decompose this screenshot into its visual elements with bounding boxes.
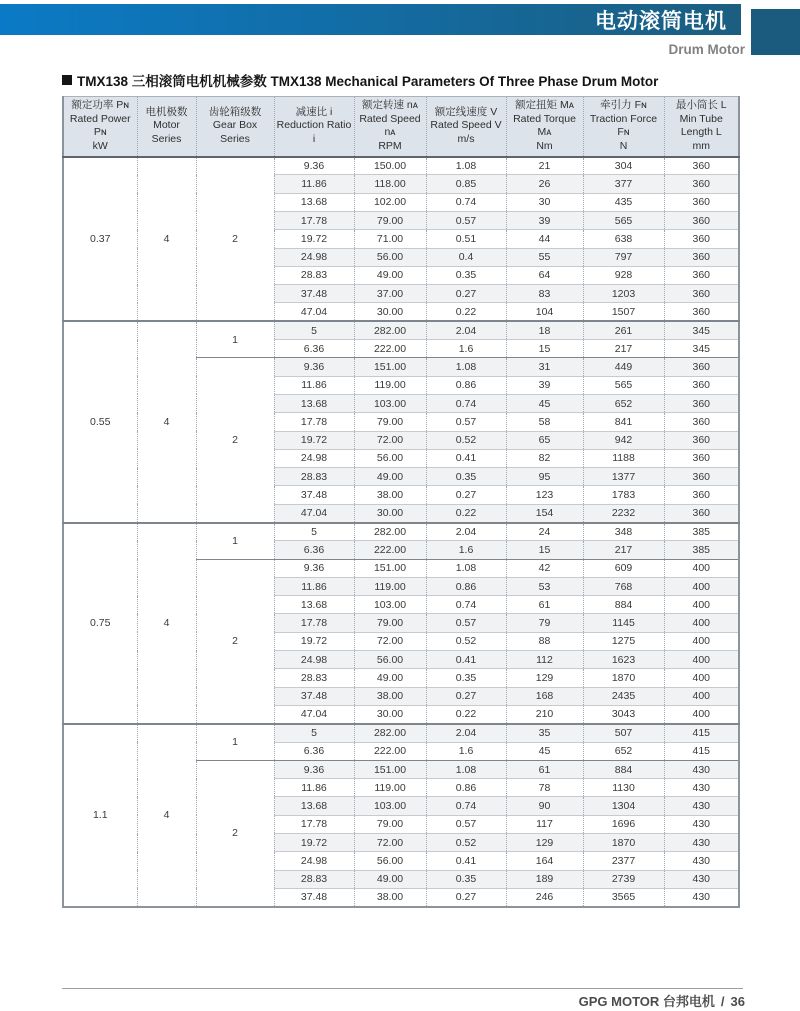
column-header-rated-torque: 额定扭矩 Mᴀ Rated Torque Mᴀ Nm [506,97,583,157]
cell-traction-force: 348 [583,523,664,541]
cell-motor-series: 4 [137,321,196,522]
cell-rated-power: 0.37 [63,157,137,322]
cell-traction-force: 884 [583,596,664,614]
cell-min-tube-length: 430 [664,760,739,778]
cell-line-speed: 0.35 [426,468,506,486]
cell-rated-torque: 31 [506,358,583,376]
cell-traction-force: 1870 [583,669,664,687]
cell-reduction-ratio: 11.86 [274,577,354,595]
column-header-reduction-ratio: 减速比 i Reduction Ratio i [274,97,354,157]
column-header-line-speed: 额定线速度 V Rated Speed V m/s [426,97,506,157]
cell-rated-torque: 26 [506,175,583,193]
cell-min-tube-length: 400 [664,559,739,577]
footer-divider [62,988,743,989]
cell-traction-force: 3565 [583,888,664,906]
cell-line-speed: 1.6 [426,340,506,358]
cell-line-speed: 0.52 [426,834,506,852]
cell-reduction-ratio: 19.72 [274,834,354,852]
cell-rated-speed: 150.00 [354,157,426,175]
cell-rated-speed: 49.00 [354,266,426,284]
cell-rated-torque: 95 [506,468,583,486]
cell-rated-torque: 154 [506,504,583,522]
cell-reduction-ratio: 9.36 [274,559,354,577]
header-bar [0,4,741,35]
cell-traction-force: 304 [583,157,664,175]
cell-min-tube-length: 345 [664,340,739,358]
cell-rated-torque: 58 [506,413,583,431]
cell-gearbox-series: 2 [196,559,274,724]
cell-rated-speed: 103.00 [354,596,426,614]
cell-min-tube-length: 400 [664,577,739,595]
column-header-min-tube-length: 最小筒长 L Min Tube Length L mm [664,97,739,157]
cell-gearbox-series: 1 [196,321,274,358]
cell-rated-speed: 72.00 [354,632,426,650]
cell-min-tube-length: 400 [664,632,739,650]
cell-min-tube-length: 360 [664,211,739,229]
cell-rated-torque: 39 [506,211,583,229]
cell-rated-speed: 79.00 [354,211,426,229]
cell-rated-torque: 117 [506,815,583,833]
cell-reduction-ratio: 11.86 [274,779,354,797]
cell-reduction-ratio: 47.04 [274,705,354,723]
cell-reduction-ratio: 37.48 [274,888,354,906]
cell-min-tube-length: 360 [664,468,739,486]
cell-min-tube-length: 400 [664,669,739,687]
cell-gearbox-series: 1 [196,523,274,560]
cell-motor-series: 4 [137,157,196,322]
cell-traction-force: 1130 [583,779,664,797]
cell-line-speed: 0.52 [426,431,506,449]
cell-rated-speed: 118.00 [354,175,426,193]
cell-line-speed: 0.22 [426,705,506,723]
cell-gearbox-series: 2 [196,358,274,523]
cell-traction-force: 1783 [583,486,664,504]
cell-min-tube-length: 430 [664,852,739,870]
cell-rated-speed: 119.00 [354,376,426,394]
cell-rated-torque: 35 [506,724,583,742]
cell-min-tube-length: 345 [664,321,739,339]
cell-reduction-ratio: 5 [274,523,354,541]
cell-rated-torque: 189 [506,870,583,888]
cell-traction-force: 3043 [583,705,664,723]
cell-traction-force: 638 [583,230,664,248]
cell-rated-speed: 282.00 [354,724,426,742]
cell-rated-torque: 246 [506,888,583,906]
cell-traction-force: 1203 [583,285,664,303]
cell-gearbox-series: 2 [196,157,274,322]
cell-line-speed: 2.04 [426,523,506,541]
cell-rated-speed: 56.00 [354,449,426,467]
cell-rated-torque: 30 [506,193,583,211]
cell-rated-torque: 53 [506,577,583,595]
cell-rated-speed: 49.00 [354,468,426,486]
cell-reduction-ratio: 13.68 [274,193,354,211]
cell-traction-force: 2232 [583,504,664,522]
table-title [62,70,658,90]
cell-gearbox-series: 1 [196,724,274,761]
table-title-text: TMX138 三相滚筒电机机械参数 TMX138 Mechanical Parameters Of Three Phase Drum Motor [77,74,659,89]
cell-reduction-ratio: 28.83 [274,468,354,486]
cell-reduction-ratio: 24.98 [274,852,354,870]
cell-rated-torque: 42 [506,559,583,577]
cell-rated-power: 0.55 [63,321,137,522]
cell-rated-torque: 123 [506,486,583,504]
cell-traction-force: 884 [583,760,664,778]
cell-line-speed: 2.04 [426,724,506,742]
cell-rated-speed: 103.00 [354,797,426,815]
cell-rated-torque: 39 [506,376,583,394]
cell-rated-speed: 49.00 [354,870,426,888]
cell-min-tube-length: 430 [664,870,739,888]
cell-min-tube-length: 360 [664,248,739,266]
cell-rated-torque: 168 [506,687,583,705]
cell-traction-force: 609 [583,559,664,577]
cell-min-tube-length: 385 [664,541,739,559]
cell-rated-speed: 79.00 [354,815,426,833]
cell-min-tube-length: 360 [664,431,739,449]
cell-rated-torque: 88 [506,632,583,650]
cell-line-speed: 2.04 [426,321,506,339]
cell-rated-speed: 119.00 [354,779,426,797]
cell-reduction-ratio: 11.86 [274,175,354,193]
cell-rated-speed: 49.00 [354,669,426,687]
cell-reduction-ratio: 19.72 [274,632,354,650]
cell-traction-force: 261 [583,321,664,339]
cell-traction-force: 217 [583,541,664,559]
cell-line-speed: 0.74 [426,193,506,211]
cell-rated-speed: 56.00 [354,651,426,669]
cell-min-tube-length: 385 [664,523,739,541]
cell-traction-force: 768 [583,577,664,595]
table-row [63,321,739,339]
page-title-zh: 电动滚筒电机 [595,9,727,33]
cell-traction-force: 1304 [583,797,664,815]
cell-line-speed: 0.41 [426,449,506,467]
cell-rated-speed: 222.00 [354,742,426,760]
cell-line-speed: 0.41 [426,651,506,669]
cell-traction-force: 2377 [583,852,664,870]
cell-rated-torque: 18 [506,321,583,339]
cell-reduction-ratio: 9.36 [274,760,354,778]
cell-line-speed: 0.22 [426,303,506,321]
cell-min-tube-length: 430 [664,797,739,815]
cell-reduction-ratio: 28.83 [274,266,354,284]
header-accent-block [751,9,800,55]
cell-reduction-ratio: 9.36 [274,157,354,175]
cell-min-tube-length: 415 [664,724,739,742]
cell-traction-force: 2435 [583,687,664,705]
cell-rated-speed: 38.00 [354,486,426,504]
cell-reduction-ratio: 13.68 [274,596,354,614]
cell-traction-force: 928 [583,266,664,284]
cell-line-speed: 0.27 [426,285,506,303]
cell-min-tube-length: 400 [664,687,739,705]
parameters-table [62,96,740,908]
cell-reduction-ratio: 37.48 [274,687,354,705]
column-header-motor-series: 电机极数 Motor Series [137,97,196,157]
cell-rated-speed: 38.00 [354,888,426,906]
square-bullet-icon [62,75,72,85]
cell-rated-speed: 72.00 [354,431,426,449]
cell-rated-torque: 15 [506,340,583,358]
cell-reduction-ratio: 37.48 [274,486,354,504]
cell-rated-speed: 79.00 [354,413,426,431]
cell-reduction-ratio: 24.98 [274,449,354,467]
cell-min-tube-length: 360 [664,285,739,303]
cell-min-tube-length: 360 [664,193,739,211]
cell-rated-speed: 56.00 [354,248,426,266]
cell-min-tube-length: 360 [664,303,739,321]
footer-separator: / [720,994,725,1009]
cell-motor-series: 4 [137,523,196,724]
cell-line-speed: 0.35 [426,266,506,284]
cell-reduction-ratio: 28.83 [274,669,354,687]
page-subtitle-en: Drum Motor [668,42,745,57]
cell-traction-force: 217 [583,340,664,358]
cell-reduction-ratio: 17.78 [274,815,354,833]
cell-min-tube-length: 360 [664,157,739,175]
cell-rated-speed: 151.00 [354,760,426,778]
cell-traction-force: 1696 [583,815,664,833]
cell-rated-torque: 24 [506,523,583,541]
cell-rated-torque: 129 [506,669,583,687]
cell-reduction-ratio: 5 [274,724,354,742]
cell-min-tube-length: 360 [664,230,739,248]
table-body [63,157,739,907]
cell-rated-speed: 119.00 [354,577,426,595]
cell-rated-speed: 56.00 [354,852,426,870]
cell-line-speed: 0.22 [426,504,506,522]
cell-traction-force: 435 [583,193,664,211]
cell-rated-torque: 21 [506,157,583,175]
cell-traction-force: 377 [583,175,664,193]
cell-rated-torque: 164 [506,852,583,870]
cell-line-speed: 0.57 [426,815,506,833]
cell-traction-force: 797 [583,248,664,266]
cell-line-speed: 0.57 [426,614,506,632]
cell-line-speed: 0.86 [426,376,506,394]
cell-line-speed: 1.08 [426,559,506,577]
column-header-traction-force: 牵引力 Fɴ Traction Force Fɴ N [583,97,664,157]
cell-rated-speed: 222.00 [354,541,426,559]
cell-rated-speed: 30.00 [354,504,426,522]
cell-rated-power: 0.75 [63,523,137,724]
footer [579,991,745,1010]
cell-traction-force: 565 [583,376,664,394]
cell-line-speed: 0.35 [426,870,506,888]
cell-rated-speed: 37.00 [354,285,426,303]
cell-min-tube-length: 415 [664,742,739,760]
cell-rated-speed: 30.00 [354,705,426,723]
cell-rated-speed: 151.00 [354,559,426,577]
cell-traction-force: 565 [583,211,664,229]
cell-line-speed: 1.6 [426,742,506,760]
cell-line-speed: 0.27 [426,687,506,705]
cell-traction-force: 841 [583,413,664,431]
cell-gearbox-series: 2 [196,760,274,906]
cell-rated-torque: 61 [506,760,583,778]
cell-rated-speed: 282.00 [354,321,426,339]
cell-reduction-ratio: 9.36 [274,358,354,376]
cell-min-tube-length: 360 [664,376,739,394]
cell-traction-force: 1507 [583,303,664,321]
cell-line-speed: 0.41 [426,852,506,870]
cell-rated-torque: 82 [506,449,583,467]
cell-traction-force: 1870 [583,834,664,852]
cell-rated-torque: 104 [506,303,583,321]
cell-reduction-ratio: 24.98 [274,248,354,266]
cell-line-speed: 0.74 [426,394,506,412]
cell-reduction-ratio: 17.78 [274,614,354,632]
cell-line-speed: 1.08 [426,358,506,376]
cell-rated-torque: 129 [506,834,583,852]
cell-rated-torque: 55 [506,248,583,266]
cell-line-speed: 0.4 [426,248,506,266]
cell-rated-power: 1.1 [63,724,137,907]
cell-min-tube-length: 360 [664,504,739,522]
cell-rated-speed: 71.00 [354,230,426,248]
column-header-rated-speed: 额定转速 nᴀ Rated Speed nᴀ RPM [354,97,426,157]
table-header [63,97,739,157]
cell-traction-force: 1188 [583,449,664,467]
cell-rated-torque: 112 [506,651,583,669]
cell-min-tube-length: 400 [664,596,739,614]
footer-page-number: 36 [730,994,745,1009]
cell-line-speed: 0.86 [426,779,506,797]
cell-rated-torque: 61 [506,596,583,614]
cell-reduction-ratio: 24.98 [274,651,354,669]
cell-min-tube-length: 360 [664,413,739,431]
cell-line-speed: 0.86 [426,577,506,595]
cell-rated-speed: 72.00 [354,834,426,852]
cell-traction-force: 507 [583,724,664,742]
cell-min-tube-length: 360 [664,175,739,193]
cell-reduction-ratio: 13.68 [274,797,354,815]
cell-line-speed: 1.08 [426,157,506,175]
cell-rated-speed: 103.00 [354,394,426,412]
cell-rated-speed: 222.00 [354,340,426,358]
cell-rated-torque: 79 [506,614,583,632]
cell-rated-speed: 102.00 [354,193,426,211]
cell-traction-force: 1145 [583,614,664,632]
cell-min-tube-length: 360 [664,486,739,504]
cell-line-speed: 0.27 [426,888,506,906]
cell-reduction-ratio: 6.36 [274,541,354,559]
cell-line-speed: 0.74 [426,797,506,815]
table-row [63,157,739,175]
cell-rated-torque: 83 [506,285,583,303]
cell-line-speed: 1.6 [426,541,506,559]
cell-traction-force: 2739 [583,870,664,888]
cell-line-speed: 0.57 [426,211,506,229]
cell-line-speed: 0.52 [426,632,506,650]
cell-reduction-ratio: 37.48 [274,285,354,303]
header-row [63,97,739,157]
cell-rated-torque: 90 [506,797,583,815]
cell-reduction-ratio: 13.68 [274,394,354,412]
cell-reduction-ratio: 17.78 [274,413,354,431]
cell-traction-force: 942 [583,431,664,449]
cell-rated-torque: 44 [506,230,583,248]
cell-min-tube-length: 400 [664,614,739,632]
cell-line-speed: 0.27 [426,486,506,504]
cell-motor-series: 4 [137,724,196,907]
cell-traction-force: 1377 [583,468,664,486]
cell-line-speed: 0.35 [426,669,506,687]
table-row [63,523,739,541]
cell-reduction-ratio: 6.36 [274,340,354,358]
cell-rated-torque: 15 [506,541,583,559]
cell-rated-torque: 78 [506,779,583,797]
cell-traction-force: 652 [583,394,664,412]
cell-reduction-ratio: 47.04 [274,504,354,522]
column-header-rated-power: 额定功率 Pɴ Rated Power Pɴ kW [63,97,137,157]
cell-reduction-ratio: 19.72 [274,431,354,449]
cell-min-tube-length: 430 [664,834,739,852]
column-header-gearbox-series: 齿轮箱级数 Gear Box Series [196,97,274,157]
cell-min-tube-length: 360 [664,266,739,284]
cell-rated-torque: 45 [506,742,583,760]
cell-min-tube-length: 360 [664,358,739,376]
cell-line-speed: 0.57 [426,413,506,431]
cell-reduction-ratio: 6.36 [274,742,354,760]
cell-min-tube-length: 360 [664,394,739,412]
cell-rated-speed: 30.00 [354,303,426,321]
cell-reduction-ratio: 19.72 [274,230,354,248]
cell-reduction-ratio: 11.86 [274,376,354,394]
cell-min-tube-length: 430 [664,815,739,833]
cell-min-tube-length: 430 [664,779,739,797]
cell-line-speed: 0.51 [426,230,506,248]
cell-rated-torque: 65 [506,431,583,449]
cell-traction-force: 652 [583,742,664,760]
cell-reduction-ratio: 5 [274,321,354,339]
footer-brand: GPG MOTOR 台邦电机 [578,994,715,1009]
cell-reduction-ratio: 47.04 [274,303,354,321]
cell-traction-force: 1275 [583,632,664,650]
cell-rated-torque: 64 [506,266,583,284]
cell-min-tube-length: 360 [664,449,739,467]
cell-rated-speed: 282.00 [354,523,426,541]
cell-traction-force: 1623 [583,651,664,669]
cell-line-speed: 1.08 [426,760,506,778]
cell-reduction-ratio: 17.78 [274,211,354,229]
cell-traction-force: 449 [583,358,664,376]
cell-min-tube-length: 400 [664,705,739,723]
table-row [63,724,739,742]
cell-min-tube-length: 400 [664,651,739,669]
cell-min-tube-length: 430 [664,888,739,906]
cell-rated-speed: 151.00 [354,358,426,376]
parameters-table-wrapper [62,96,740,908]
cell-line-speed: 0.85 [426,175,506,193]
cell-line-speed: 0.74 [426,596,506,614]
cell-rated-torque: 45 [506,394,583,412]
cell-rated-speed: 38.00 [354,687,426,705]
cell-rated-torque: 210 [506,705,583,723]
cell-rated-speed: 79.00 [354,614,426,632]
cell-reduction-ratio: 28.83 [274,870,354,888]
